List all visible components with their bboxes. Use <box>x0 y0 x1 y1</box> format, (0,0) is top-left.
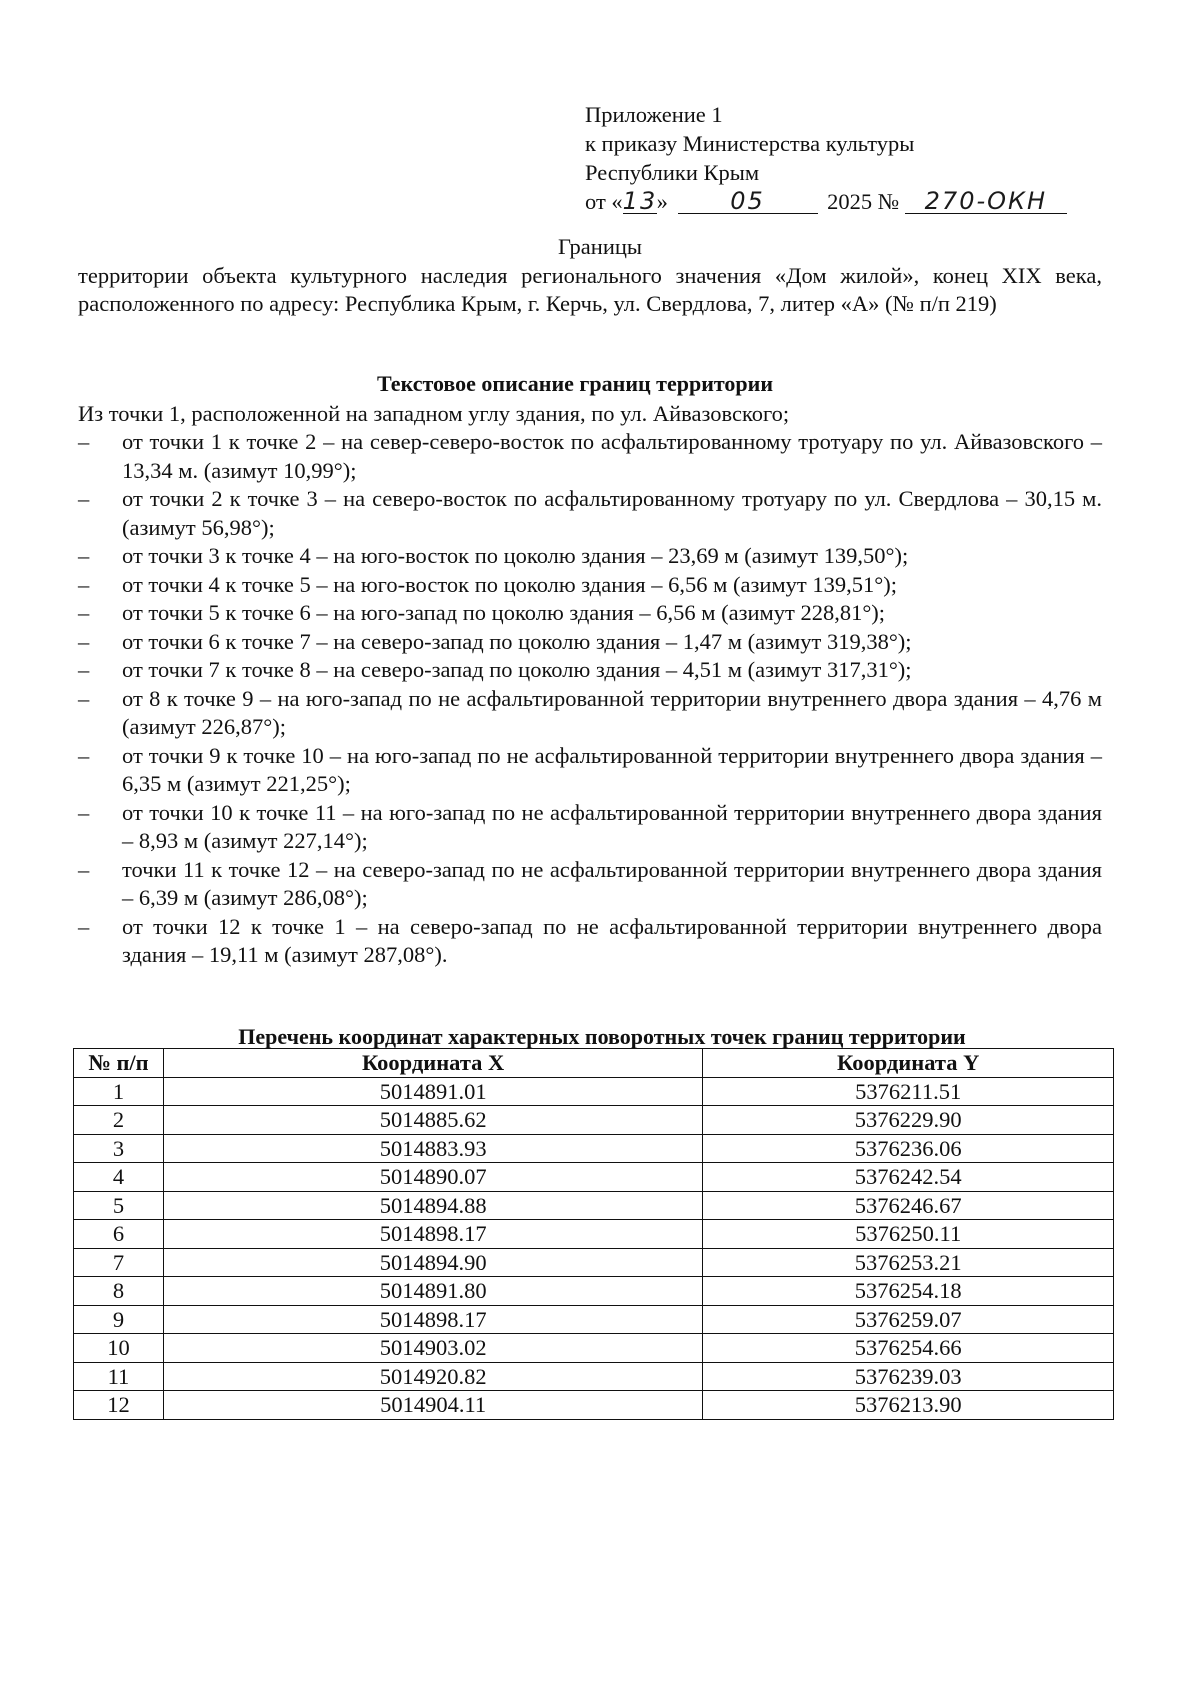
coord-y: 5376229.90 <box>703 1106 1114 1135</box>
table-row <box>74 1077 1114 1106</box>
year-and-number-label: 2025 № <box>827 189 900 214</box>
table-row <box>74 1191 1114 1220</box>
point-number: 4 <box>74 1163 164 1192</box>
list-item: – от точки 6 к точке 7 – на северо-запад по цоколю здания – 1,47 м (азимут 319,38°); <box>78 628 1102 657</box>
description-intro: Из точки 1, расположенной на западном углу здания, по ул. Айвазовского; <box>78 401 790 426</box>
list-item: – от точки 12 к точке 1 – на северо-запад по не асфальтированной территории внутреннего двора здания – 19,11 м (азимут 287,08°). <box>78 913 1102 967</box>
coord-x: 5014894.90 <box>163 1248 702 1277</box>
dash-bullet: – <box>78 486 90 511</box>
coord-y: 5376242.54 <box>703 1163 1114 1192</box>
dash-bullet: – <box>78 913 90 939</box>
list-item: – от точки 2 к точке 3 – на северо-восток по асфальтированному тротуару по ул. Свердлова – 30,15 м. (азимут 56,98°); <box>78 486 1102 540</box>
table-row <box>74 1277 1114 1306</box>
annex-line-1: Приложение 1 <box>585 102 723 127</box>
list-item: – от точки 5 к точке 6 – на юго-запад по цоколю здания – 6,56 м (азимут 228,81°); <box>78 599 1102 628</box>
dash-bullet: – <box>78 543 90 568</box>
table-row <box>74 1334 1114 1363</box>
list-item: – точки 11 к точке 12 – на северо-запад по не асфальтированной территории внутреннего двора здания – 6,39 м (азимут 286,08°); <box>78 856 1102 910</box>
point-number: 5 <box>74 1191 164 1220</box>
point-number: 11 <box>74 1362 164 1391</box>
coordinates-table <box>73 1048 1114 1420</box>
day-handwritten: 13 <box>622 187 658 215</box>
header-coord-x: Координата X <box>163 1049 702 1078</box>
table-row <box>74 1305 1114 1334</box>
coord-y: 5376213.90 <box>703 1391 1114 1420</box>
point-number: 12 <box>74 1391 164 1420</box>
coord-x: 5014885.62 <box>163 1106 702 1135</box>
point-number: 6 <box>74 1220 164 1249</box>
coord-y: 5376253.21 <box>703 1248 1114 1277</box>
point-number: 2 <box>74 1106 164 1135</box>
point-number: 10 <box>74 1334 164 1363</box>
coord-y: 5376246.67 <box>703 1191 1114 1220</box>
list-item: – от точки 3 к точке 4 – на юго-восток по цоколю здания – 23,69 м (азимут 139,50°); <box>78 542 1102 571</box>
coord-y: 5376239.03 <box>703 1362 1114 1391</box>
table-row <box>74 1248 1114 1277</box>
dash-bullet: – <box>78 856 90 882</box>
point-number: 1 <box>74 1077 164 1106</box>
point-number: 7 <box>74 1248 164 1277</box>
boundary-description-list <box>78 428 1102 970</box>
table-row <box>74 1106 1114 1135</box>
coord-x: 5014903.02 <box>163 1334 702 1363</box>
table-row <box>74 1163 1114 1192</box>
list-item: – от 8 к точке 9 – на юго-запад по не асфальтированной территории внутреннего двора здания – 4,76 м (азимут 226,87°); <box>78 685 1102 739</box>
dash-bullet: – <box>78 657 90 682</box>
dash-bullet: – <box>78 685 90 711</box>
order-number-handwritten: 270-ОКН <box>905 189 1067 214</box>
coord-y: 5376254.18 <box>703 1277 1114 1306</box>
list-item: – от точки 10 к точке 11 – на юго-запад по не асфальтированной территории внутреннего двора здания – 8,93 м (азимут 227,14°); <box>78 799 1102 853</box>
coord-y: 5376250.11 <box>703 1220 1114 1249</box>
table-row <box>74 1362 1114 1391</box>
dash-bullet: – <box>78 571 90 597</box>
document-subtitle: территории объекта культурного наследия регионального значения «Дом жилой», конец XIX века, расположенного по адресу: Республика Крым, г. Керчь, ул. Свердлова, 7, литер «А» (№ п/п 219) <box>78 263 1102 316</box>
month-handwritten: 05 <box>678 189 818 214</box>
annex-line-3: Республики Крым <box>585 160 760 185</box>
description-heading: Текстовое описание границ территории <box>376 371 774 396</box>
coord-x: 5014883.93 <box>163 1134 702 1163</box>
point-number: 9 <box>74 1305 164 1334</box>
annex-header <box>585 100 1067 216</box>
coord-x: 5014904.11 <box>163 1391 702 1420</box>
list-item: – от точки 9 к точке 10 – на юго-запад по не асфальтированной территории внутреннего двора здания – 6,35 м (азимут 221,25°); <box>78 742 1102 796</box>
point-number: 8 <box>74 1277 164 1306</box>
point-number: 3 <box>74 1134 164 1163</box>
annex-line-2: к приказу Министерства культуры <box>585 131 915 156</box>
coord-y: 5376211.51 <box>703 1077 1114 1106</box>
table-row <box>74 1220 1114 1249</box>
coord-x: 5014920.82 <box>163 1362 702 1391</box>
coord-x: 5014890.07 <box>163 1163 702 1192</box>
table-header-row <box>74 1049 1114 1078</box>
date-day-close: » <box>656 189 668 214</box>
document-title: Границы <box>557 234 643 259</box>
header-number: № п/п <box>74 1049 164 1078</box>
coord-x: 5014891.80 <box>163 1277 702 1306</box>
dash-bullet: – <box>78 628 90 654</box>
header-coord-y: Координата Y <box>703 1049 1114 1078</box>
coord-x: 5014898.17 <box>163 1220 702 1249</box>
annex-date-line <box>585 187 1067 216</box>
dash-bullet: – <box>78 600 90 625</box>
list-item: – от точки 1 к точке 2 – на север-северо-восток по асфальтированному тротуару по ул. Айвазовского – 13,34 м. (азимут 10,99°); <box>78 429 1102 483</box>
coord-x: 5014894.88 <box>163 1191 702 1220</box>
coord-x: 5014891.01 <box>163 1077 702 1106</box>
table-row <box>74 1134 1114 1163</box>
dash-bullet: – <box>78 429 90 454</box>
coord-y: 5376236.06 <box>703 1134 1114 1163</box>
coordinates-heading: Перечень координат характерных поворотных точек границ территории <box>238 1024 966 1049</box>
coord-y: 5376254.66 <box>703 1334 1114 1363</box>
list-item: – от точки 7 к точке 8 – на северо-запад по цоколю здания – 4,51 м (азимут 317,31°); <box>78 656 1102 685</box>
coord-x: 5014898.17 <box>163 1305 702 1334</box>
coord-y: 5376259.07 <box>703 1305 1114 1334</box>
date-prefix: от « <box>585 189 623 214</box>
table-row <box>74 1391 1114 1420</box>
dash-bullet: – <box>78 799 90 825</box>
list-item: – от точки 4 к точке 5 – на юго-восток по цоколю здания – 6,56 м (азимут 139,51°); <box>78 571 1102 600</box>
dash-bullet: – <box>78 742 90 768</box>
